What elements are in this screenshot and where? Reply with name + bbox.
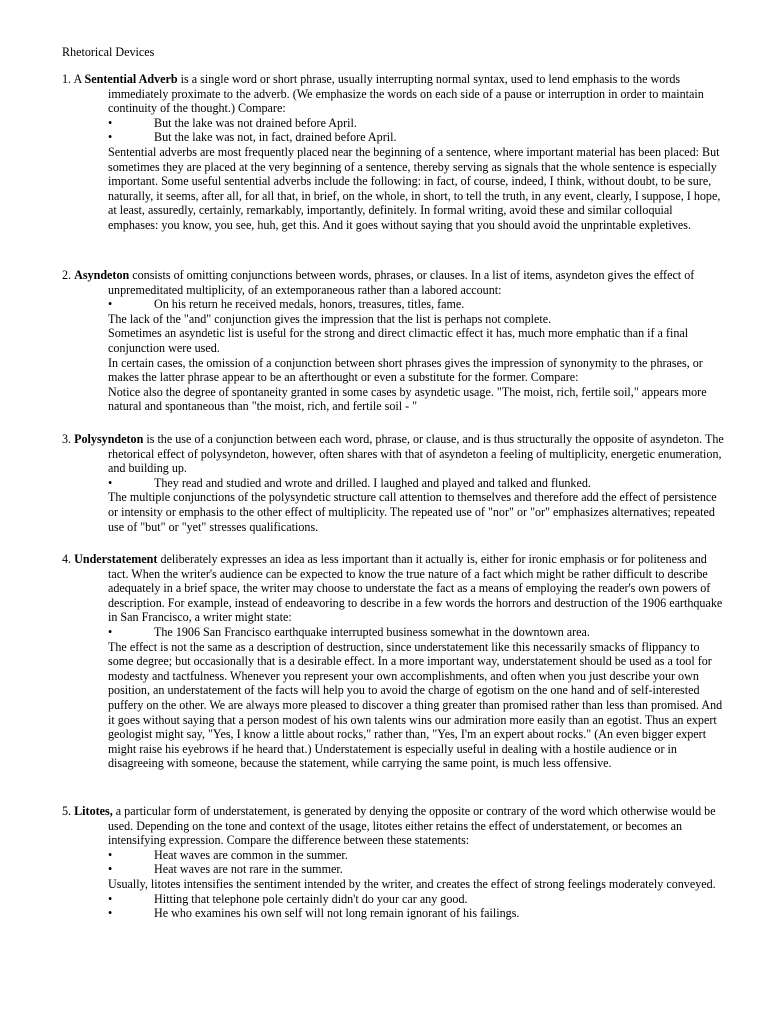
paragraph-text: Usually, litotes intensifies the sentiment intended by the writer, and creates the effect of strong feelings moderately conveyed. [108, 876, 716, 891]
body-paragraph [62, 356, 724, 385]
section-article: A [73, 72, 82, 86]
section-5 [62, 804, 724, 921]
bullet-text: But the lake was not, in fact, drained before April. [154, 130, 397, 145]
bullet-example [62, 862, 724, 877]
bullet-example [62, 906, 724, 921]
paragraph-text: Sometimes an asyndetic list is useful for the strong and direct climactic effect it has, much more emphatic than if a final conjunction were used. [108, 326, 689, 355]
bullet-example [62, 892, 724, 907]
section-term: Polysyndeton [74, 432, 144, 446]
section-intro [62, 268, 724, 297]
document-title: Rhetorical Devices [62, 45, 155, 59]
bullet-icon: • [108, 297, 113, 312]
bullet-icon: • [108, 891, 113, 906]
bullet-text: They read and studied and wrote and drilled. I laughed and played and talked and flunked. [154, 475, 591, 490]
bullet-example [62, 297, 724, 312]
section-3 [62, 432, 724, 534]
bullet-text: Hitting that telephone pole certainly didn't do your car any good. [154, 891, 468, 906]
bullet-text: He who examines his own self will not long remain ignorant of his failings. [154, 906, 520, 921]
section-2 [62, 268, 724, 414]
section-intro-text: is the use of a conjunction between each word, phrase, or clause, and is thus structurally the opposite of asyndeton. The rhetorical effect of polysyndeton, however, often shares with that of asyndeton a feeling of multiplicity, energetic enumeration, and building up. [108, 432, 724, 476]
section-number: 4. [62, 552, 72, 566]
bullet-example [62, 116, 724, 131]
body-paragraph [62, 490, 724, 534]
body-paragraph [62, 326, 724, 355]
bullet-icon: • [108, 130, 113, 145]
section-intro-text: deliberately expresses an idea as less important than it actually is, either for ironic emphasis or for politeness and tact. When the writer's audience can be expected to know the true nature of a fact which might be rather difficult to describe adequately in a brief space, the writer may choose to understate the fact as a means of employing the reader's own powers of description. For example, instead of endeavoring to describe in a few words the horrors and destruction of the 1906 earthquake in San Francisco, a writer might state: [108, 552, 723, 625]
body-paragraph [62, 877, 724, 892]
bullet-icon: • [108, 624, 113, 639]
section-number: 1. [62, 72, 72, 86]
bullet-text: Heat waves are not rare in the summer. [154, 862, 343, 877]
bullet-icon: • [108, 862, 113, 877]
bullet-example [62, 476, 724, 491]
section-number: 3. [62, 432, 72, 446]
body-paragraph [62, 385, 724, 414]
section-number: 5. [62, 804, 72, 818]
paragraph-text: The multiple conjunctions of the polysyndetic structure call attention to themselves and therefore add the effect of persistence or intensity or emphasis to the other effect of multiplicity. The repeated use of "nor" or "or" emphasizes alternatives; repeated use of "but" or "yet" stresses qualifications. [108, 490, 717, 534]
section-intro [62, 72, 724, 116]
body-paragraph [62, 312, 724, 327]
bullet-icon: • [108, 475, 113, 490]
section-1 [62, 72, 724, 233]
section-number: 2. [62, 268, 72, 282]
bullet-icon: • [108, 847, 113, 862]
paragraph-text: The effect is not the same as a description of destruction, since understatement like this necessarily smacks of flippancy to some degree; but occasionally that is a desirable effect. In a more important way, understatement should be used as a tool for modesty and tactfulness. Whenever you represent your own accomplishments, and often when you just describe your own position, an understatement of the facts will help you to avoid the charge of egotism on the one hand and of self-interested puffery on the other. We are always more pleased to discover a thing greater than promised rather than less than promised. And it goes without saying that a person modest of his own talents wins our admiration more easily than an egotist. Thus an expert geologist might say, "Yes, I know a little about rocks," rather than, "Yes, I'm an expert about rocks." (An even bigger expert might raise his eyebrows if he heard that.) Understatement is especially useful in dealing with a hostile audience or in disagreeing with someone, because the statement, while carrying the same point, is much less offensive. [108, 639, 723, 771]
paragraph-text: In certain cases, the omission of a conjunction between short phrases gives the impression of synonymity to the phrases, or makes the latter phrase appear to be an afterthought or even a substitute for the former. Compare: [108, 355, 703, 385]
section-term: Asyndeton [74, 268, 130, 282]
section-intro-text: is a single word or short phrase, usually interrupting normal syntax, used to lend emphasis to the words immediately proximate to the adverb. (We emphasize the words on each side of a pause or interruption in order to maintain continuity of the thought.) Compare: [108, 72, 704, 116]
bullet-example [62, 625, 724, 640]
section-intro-text: a particular form of understatement, is generated by denying the opposite or contrary of the word which otherwise would be used. Depending on the tone and context of the usage, litotes either retains the effect of understatement, or becomes an intensifying expression. Compare the difference between these statements: [108, 804, 716, 848]
section-intro [62, 804, 724, 848]
bullet-example [62, 130, 724, 145]
bullet-text: On his return he received medals, honors, treasures, titles, fame. [154, 297, 465, 312]
section-intro [62, 552, 724, 625]
section-4 [62, 552, 724, 771]
bullet-icon: • [108, 115, 113, 130]
bullet-example [62, 848, 724, 863]
body-paragraph [62, 145, 724, 233]
paragraph-text: The lack of the "and" conjunction gives the impression that the list is perhaps not complete. [108, 311, 552, 326]
bullet-text: Heat waves are common in the summer. [154, 847, 348, 862]
section-term: Sentential Adverb [84, 72, 178, 86]
section-intro [62, 432, 724, 476]
body-paragraph [62, 640, 724, 771]
bullet-text: But the lake was not drained before April. [154, 115, 357, 130]
bullet-text: The 1906 San Francisco earthquake interrupted business somewhat in the downtown area. [154, 624, 590, 639]
section-term: Litotes, [74, 804, 113, 818]
section-intro-text: consists of omitting conjunctions between words, phrases, or clauses. In a list of items, asyndeton gives the effect of unpremeditated multiplicity, of an extemporaneous rather than a labored account: [108, 268, 695, 297]
paragraph-text: Sentential adverbs are most frequently placed near the beginning of a sentence, where important material has been placed: But sometimes they are placed at the very beginning of a sentence, thereby serving as signals that the whole sentence is especially important. Some useful sentential adverbs include the following: in fact, of course, indeed, I think, without doubt, to be sure, naturally, it seems, after all, for all that, in brief, on the whole, in short, to tell the truth, in any event, clearly, I suppose, I hope, at least, assuredly, certainly, remarkably, importantly, definitely. In formal writing, avoid these and similar colloquial emphases: you know, you see, huh, get this. And it goes without saying that you should avoid the unprintable expletives. [108, 144, 721, 232]
paragraph-text: Notice also the degree of spontaneity granted in some cases by asyndetic usage. "The moist, rich, fertile soil," appears more natural and spontaneous than "the moist, rich, and fertile soil - " [108, 384, 707, 414]
bullet-icon: • [108, 906, 113, 921]
section-term: Understatement [74, 552, 158, 566]
